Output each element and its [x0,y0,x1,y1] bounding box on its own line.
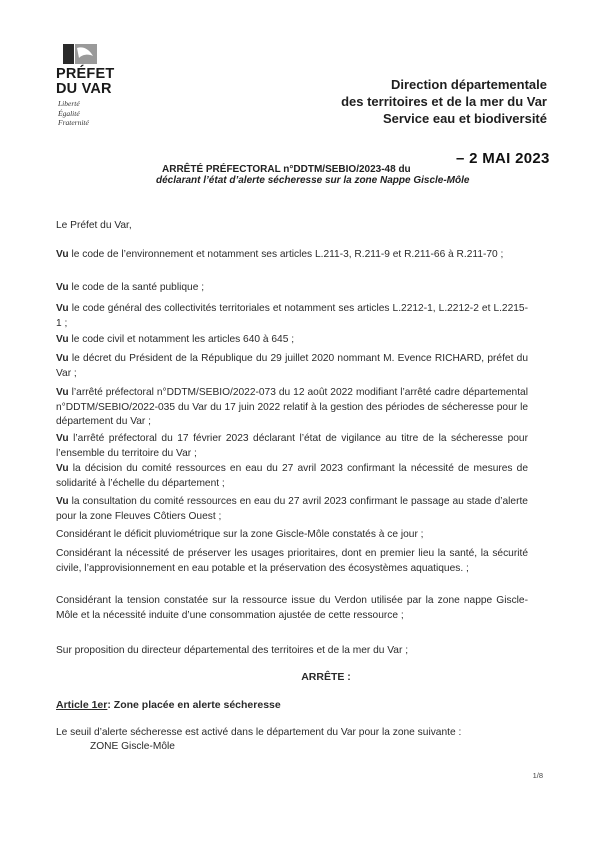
motto-line: Liberté [58,99,80,108]
direction-line: des territoires et de la mer du Var [341,94,547,109]
visa-item: Vu le décret du Président de la République du 29 juillet 2020 nommant M. Evence RICHARD, préfet du Var ; [56,353,528,379]
republic-motto [58,99,89,128]
visa-item: Vu la décision du comité ressources en eau du 27 avril 2023 confirmant la nécessité de mesures de solidarité à l’échelle du département ; [56,463,528,489]
arrete-subtitle: déclarant l’état d’alerte sécheresse sur la zone Nappe Giscle-Môle [156,175,470,186]
visa-item: Vu la consultation du comité ressources en eau du 27 avril 2023 confirmant le passage au stade d’alerte pour la zone Fleuves Côtiers Ouest ; [56,496,528,522]
arrete-title: ARRÊTÉ PRÉFECTORAL n°DDTM/SEBIO/2023-48 du [162,164,411,175]
service-line: Service eau et biodiversité [382,111,547,126]
visa-item: Vu l’arrêté préfectoral n°DDTM/SEBIO/2022-073 du 12 août 2022 modifiant l’arrêté cadre départemental n°DDTM/SEBIO/2022-035 du Var du 17 juin 2022 relatif à la gestion des périodes de sécheresse pour le département du Var ; [56,387,528,427]
visa-item: Vu le code de l’environnement et notamment ses articles L.211-3, R.211-9 et R.211-66 à R.211-70 ; [56,249,504,260]
prefet-line2: DU VAR [56,81,112,97]
article-text: Le seuil d’alerte sécheresse est activé dans le département du Var pour la zone suivante : [56,727,462,738]
article-title: : Zone placée en alerte sécheresse [107,699,281,711]
article-label: Article 1er [56,699,108,711]
arrete-heading: ARRÊTE : [301,671,351,683]
prefet-block [56,67,114,97]
visa-item: Vu l’arrêté préfectoral du 17 février 2023 déclarant l’état de vigilance au titre de la sécheresse pour l’ensemble du territoire du Var ; [56,433,528,459]
direction-block [341,76,547,127]
visa-item: Vu le code général des collectivités territoriales et notamment ses articles L.2212-1, L.2212-2 et L.2215-1 ; [56,303,528,329]
prefet-line1: PRÉFET [56,66,115,82]
article-heading [56,699,281,711]
zone-name: ZONE Giscle-Môle [90,741,175,752]
proposition: Sur proposition du directeur départemental des territoires et de la mer du Var ; [56,645,409,656]
direction-line: Direction départementale [390,77,547,92]
visa-item: Vu le code civil et notamment les articles 640 à 645 ; [56,334,295,345]
intro: Le Préfet du Var, [56,220,132,231]
page-number: 1/8 [532,771,543,780]
motto-line: Égalité [58,108,80,118]
marianne-logo [63,44,97,64]
motto-line: Fraternité [58,118,89,127]
considerant-item: Considérant le déficit pluviométrique sur la zone Giscle-Môle constatés à ce jour ; [56,529,424,540]
arrete-date: – 2 MAI 2023 [456,150,550,167]
visa-item: Vu le code de la santé publique ; [56,282,205,293]
considerant-item: Considérant la tension constatée sur la ressource issue du Verdon utilisée par la zone nappe Giscle-Môle et la nécessité induite d’une consommation ajustée de cette ressource ; [56,595,528,621]
considerant-item: Considérant la nécessité de préserver les usages prioritaires, dont en premier lieu la santé, la sécurité civile, l’approvisionnement en eau potable et la préservation des écosystèmes aquatiques. ; [56,548,528,574]
